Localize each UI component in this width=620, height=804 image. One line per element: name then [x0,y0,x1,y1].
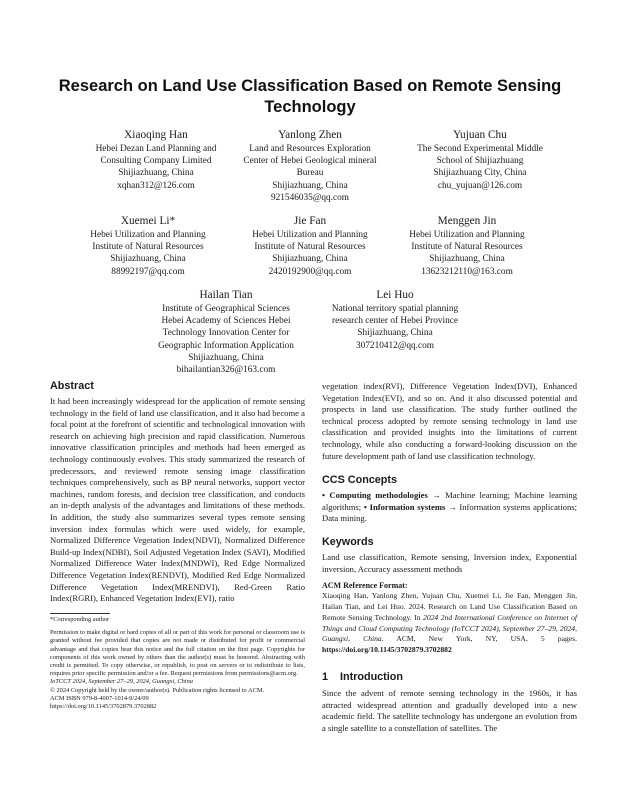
reference-tail: ACM, New York, NY, USA, 5 pages. [383,634,577,644]
reference-format-heading: ACM Reference Format: [322,581,408,591]
author-name: Jie Fan [293,215,327,227]
abstract-text: It had been increasingly widespread for the application of remote sensing technology in the field of land use classification, and it also had become a focal point at the forefront of scientific and technological innovation with research on achieving high precision and rapid classification. Numerous innovative classification principles and methods had been emerged as technology continuously evolves. This study summarized the research of predecessors, and reviewed remote sensing image classification techniques comprehensively, such as BP neural networks, support vector machines, random forests, and decision tree classification, and conducts an in-depth analysis of the advantages and limitations of these methods. In addition, the study also summarizes several types remote sensing inversion index formulas which were used widely, for example, Normalized Difference Vegetation Index(NDVI), Normalized Difference Build-up Index(NDBI), Soil Adjusted Vegetation Index (SAVI), Modified Normalized Difference Water Index(MNDWI), Red Edge Normalized Difference Vegetation Index(RENDVI), Modified Red Edge Normalized Difference Vegetation Index(MRENDVI), Red-Green Ratio Index(RGRI), Enhanced Vegetation Index(EVI), ratio [50,396,305,604]
reference-venue: 2024 2nd International Conference on Internet of Things and Cloud Computing Technology (IoTCCT 2024), September 27–29, 2024, Guangxi, China. [322,612,577,644]
author-block [295,288,495,352]
ccs-item-2-detail: → Information systems applications; Data mining. [322,501,577,524]
introduction-heading [322,671,577,684]
author-location: Shijiazhuang, China [429,254,505,265]
author-email: chu_yujuan@126.com [437,180,523,191]
author-affiliation: Institute of Natural Resources [411,242,523,253]
author-email: 921546035@qq.com [270,192,350,203]
permission-statement: Permission to make digital or hard copies of all or part of this work for personal or classroom use is granted without fee provided that copies are not made or distributed for profit or commercial advantage and that copies bear this notice and the full citation on the first page. Copyrights for components of this work owned by others than the author(s) must be honored. Abstracting with credit is permitted. To copy otherwise, or republish, to post on servers or to redistribute to lists, requires prior specific permission and/or a fee. Request permissions from permissions@acm.org. [50,629,305,678]
author-affiliation: Institute of Natural Resources [254,242,366,253]
author-affiliation: Hebei Utilization and Planning [252,230,368,240]
author-email: bihailantian326@163.com [176,365,276,376]
author-affiliation: National territory spatial planning [331,304,459,314]
abstract-heading: Abstract [50,380,94,392]
author-affiliation: Land and Resources Exploration [249,144,371,154]
ccs-item-1-detail: → Machine learning; Machine learning algorithms; [322,490,578,512]
isbn-info: ACM ISBN 979-8-4007-1014-9/24/09 [50,694,149,702]
right-column [322,381,577,734]
corresponding-author-note: *Corresponding author [50,615,110,623]
author-location: Shijiazhuang City, China [433,168,527,179]
author-location: Shijiazhuang, China [272,254,348,265]
section-number: 1 [322,670,329,683]
author-affiliation: Institute of Geographical Sciences [162,304,290,314]
footnote-rule [50,613,110,614]
author-affiliation: Hebei Utilization and Planning [409,230,525,240]
author-email: 2420192900@qq.com [268,266,352,277]
left-column [50,380,305,711]
author-location: Shijiazhuang, China [188,352,264,363]
author-name: Xuemei Li* [120,215,176,227]
author-email: 88992197@qq.com [111,266,185,277]
ccs-item-1: • Computing methodologies [322,490,428,501]
reference-format-text [322,591,577,656]
author-affiliation: research center of Hebei Province [332,316,458,327]
author-affiliation: Institute of Natural Resources [92,242,204,253]
author-affiliation: Geographic Information Application [158,340,294,351]
author-name: Hailan Tian [199,289,253,301]
author-name: Yujuan Chu [453,129,507,141]
copyright-notice: © 2024 Copyright held by the owner/author(s). Publication rights licensed to ACM. [50,686,265,694]
author-affiliation: Hebei Dezan Land Planning and [95,144,217,154]
author-email: 13623212110@163.com [421,266,513,277]
author-name: Yanlong Zhen [278,129,342,141]
author-email: 307210412@qq.com [355,340,435,351]
author-location: Shijiazhuang, China [357,328,433,339]
abstract-continued: vegetation index(RVI), Difference Vegetation Index(DVI), Enhanced Vegetation Index(EVI), and so on. And it also discussed potential and prospects in land use classification. The study further outlined the technical process adopted by remote sensing technology in land use classification and provided insights into the limitations of current technology, while also conducting a forward-looking discussion on the future development path of land use classification technology. [322,381,577,461]
ccs-concepts [322,490,577,525]
author-affiliation: Consulting Company Limited [100,156,212,167]
author-affiliation: The Second Experimental Middle [417,144,543,154]
author-location: Shijiazhuang, China [110,254,186,265]
author-affiliation: School of Shijiazhuang [436,156,524,167]
section-title: Introduction [340,670,403,683]
author-affiliation: Hebei Utilization and Planning [90,230,206,240]
author-affiliation: Bureau [296,168,324,179]
reference-doi-link[interactable]: https://doi.org/10.1145/3702879.3702882 [322,645,452,655]
author-block [367,214,567,278]
reference-authors: Xiaoqing Han, Yanlong Zhen, Yujuan Chu, Xuemei Li, Jie Fan, Menggen Jin, Hailan Tian, and Lei Huo. 2024. Research on Land Use Classification Based on Remote Sensing Technology. In [322,591,577,622]
footnote-doi-link[interactable]: https://doi.org/10.1145/3702879.3702882 [50,702,157,710]
author-name: Xiaoqing Han [124,129,188,141]
paper-title: Research on Land Use Classification Based on Remote Sensing Technology [58,77,562,116]
author-location: Shijiazhuang, China [272,180,348,191]
author-name: Lei Huo [376,289,414,301]
author-affiliation: Center of Hebei Geological mineral [243,156,377,167]
author-block [380,128,580,192]
author-email: xqhan312@126.com [117,180,195,191]
author-affiliation: Hebei Academy of Sciences Hebei [161,316,291,327]
conference-info: IoTCCT 2024, September 27–29, 2024, Guangxi, China [50,678,193,686]
author-name: Menggen Jin [437,215,497,227]
keywords-text: Land use classification, Remote sensing, Inversion index, Exponential inversion, Accuracy assessment methods [322,551,577,574]
introduction-text: Since the advent of remote sensing technology in the 1960s, it has attracted widespread attention and gradually developed into a new academic field. The satellite technology has undergone an evolution from a single satellite to a constellation of satellites. The [322,687,577,733]
author-location: Shijiazhuang, China [118,168,194,179]
keywords-heading: Keywords [322,535,374,548]
ccs-item-2: • Information systems [363,501,446,512]
ccs-heading: CCS Concepts [322,474,397,487]
author-affiliation: Technology Innovation Center for [162,328,290,339]
